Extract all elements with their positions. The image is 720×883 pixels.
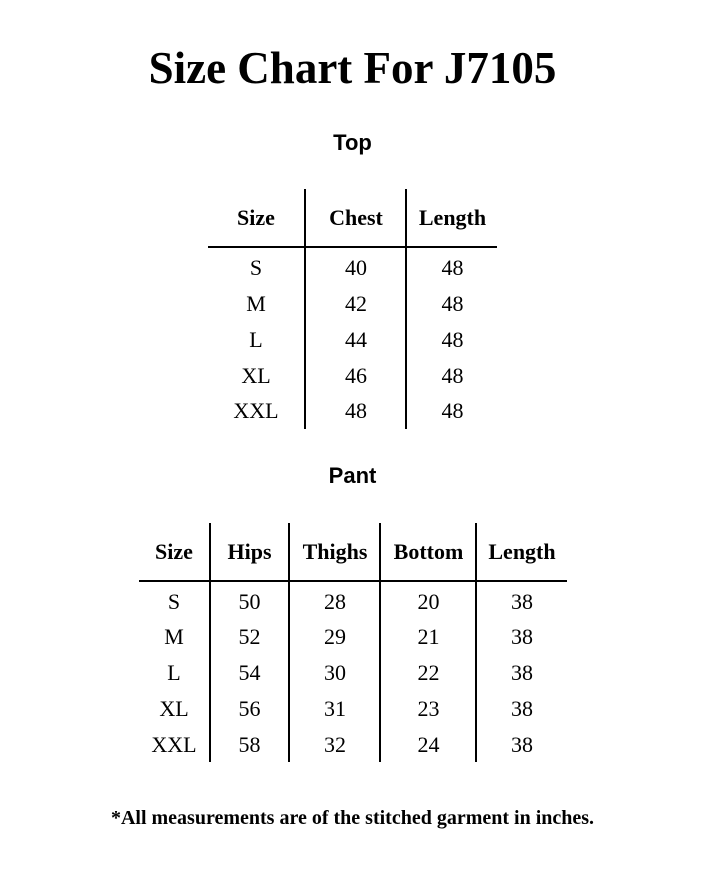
top-cell-size: S [249, 255, 263, 280]
pant-cell-bottom: 22 [417, 660, 440, 685]
pant-cell-thighs: 30 [324, 660, 346, 685]
page-title: Size Chart For J7105 [148, 43, 557, 93]
pant-cell-length: 38 [511, 696, 533, 721]
top-cell-size: XL [241, 363, 271, 388]
pant-header-bottom: Bottom [393, 539, 464, 564]
pant-cell-hips: 52 [238, 624, 261, 649]
pant-cell-bottom: 20 [417, 589, 440, 614]
pant-cell-size: S [167, 589, 181, 614]
pant-column-divider [475, 523, 477, 762]
top-cell-chest: 46 [345, 363, 367, 388]
pant-cell-hips: 50 [238, 589, 261, 614]
top-header-chest: Chest [329, 205, 383, 230]
pant-cell-length: 38 [511, 589, 533, 614]
top-cell-size: L [249, 327, 263, 352]
top-cell-chest: 42 [345, 291, 367, 316]
pant-column-divider [288, 523, 290, 762]
top-header-size: Size [237, 205, 275, 230]
pant-header-length: Length [488, 539, 556, 564]
pant-section-title: Pant [328, 463, 377, 488]
pant-cell-length: 38 [511, 624, 533, 649]
top-cell-size: M [246, 291, 266, 316]
pant-cell-bottom: 24 [417, 732, 440, 757]
pant-cell-size: XXL [151, 732, 197, 757]
top-cell-length: 48 [441, 363, 464, 388]
top-header-length: Length [418, 205, 487, 230]
top-cell-chest: 44 [345, 327, 367, 352]
pant-cell-thighs: 29 [324, 624, 346, 649]
pant-cell-size: XL [159, 696, 189, 721]
pant-cell-hips: 56 [238, 696, 261, 721]
pant-header-rule [139, 580, 567, 582]
pant-cell-thighs: 28 [324, 589, 346, 614]
pant-cell-length: 38 [511, 732, 533, 757]
pant-cell-bottom: 23 [417, 696, 440, 721]
pant-cell-hips: 54 [238, 660, 261, 685]
top-cell-chest: 48 [345, 398, 367, 423]
pant-cell-size: L [167, 660, 181, 685]
pant-cell-bottom: 21 [417, 624, 440, 649]
pant-header-size: Size [155, 539, 193, 564]
pant-cell-length: 38 [511, 660, 533, 685]
top-section-title: Top [333, 130, 372, 155]
top-cell-length: 48 [441, 291, 464, 316]
pant-cell-thighs: 31 [324, 696, 346, 721]
top-column-divider [304, 189, 306, 429]
top-header-rule [208, 246, 497, 248]
top-cell-length: 48 [441, 255, 464, 280]
pant-header-hips: Hips [227, 539, 272, 564]
pant-cell-size: M [164, 624, 184, 649]
pant-cell-hips: 58 [238, 732, 261, 757]
top-cell-chest: 40 [345, 255, 367, 280]
top-cell-length: 48 [441, 398, 464, 423]
top-cell-length: 48 [441, 327, 464, 352]
measurement-note: *All measurements are of the stitched garment in inches. [110, 807, 595, 829]
top-column-divider [405, 189, 407, 429]
top-cell-size: XXL [233, 398, 279, 423]
pant-header-thighs: Thighs [302, 539, 368, 564]
pant-column-divider [209, 523, 211, 762]
pant-column-divider [379, 523, 381, 762]
pant-cell-thighs: 32 [324, 732, 346, 757]
